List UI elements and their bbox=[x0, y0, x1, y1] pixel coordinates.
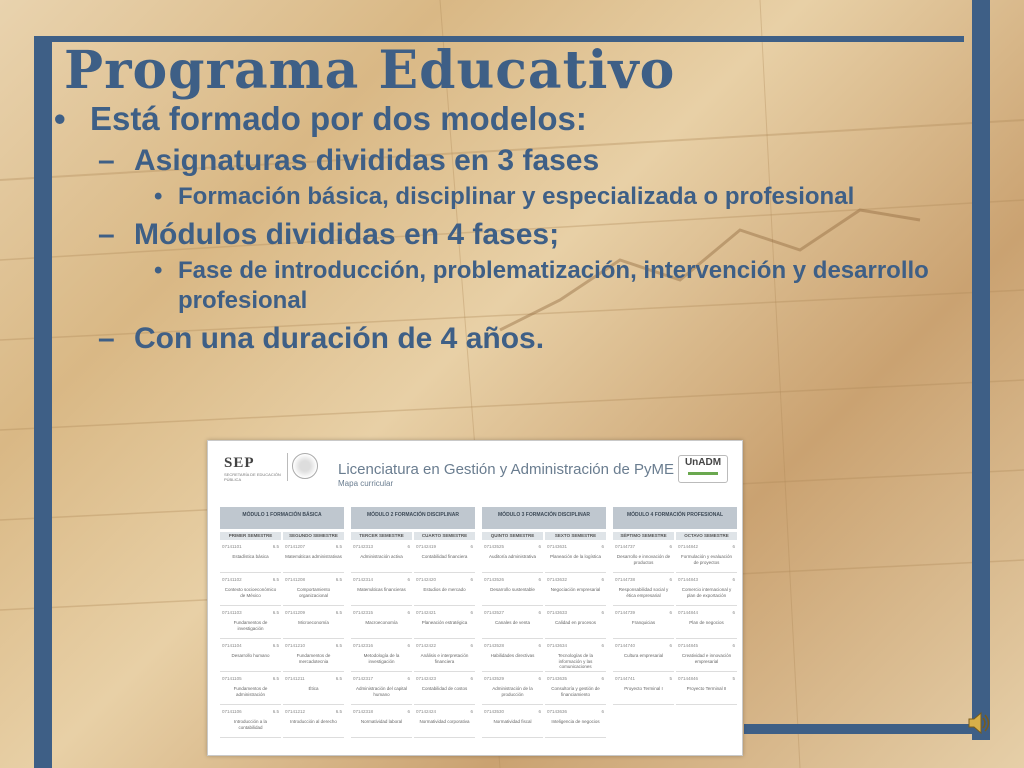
course-credits: 6.5 bbox=[272, 610, 279, 615]
course-cell bbox=[351, 540, 412, 573]
course-cell bbox=[545, 639, 606, 672]
course-code: 07143529 bbox=[484, 676, 505, 681]
course-cell bbox=[220, 540, 281, 573]
course-name: Habilidades directivas bbox=[490, 653, 535, 658]
course-cell bbox=[676, 540, 737, 573]
course-cell bbox=[220, 606, 281, 639]
course-cell bbox=[482, 672, 543, 705]
bullet-mark: • bbox=[54, 100, 66, 137]
course-credits: 6.5 bbox=[272, 676, 279, 681]
bullet-item bbox=[54, 182, 954, 212]
course-credits: 6 bbox=[732, 610, 735, 615]
course-name: Comportamiento organizacional bbox=[296, 587, 331, 598]
course-code: 07142313 bbox=[353, 544, 374, 549]
semester-column bbox=[351, 540, 412, 738]
bullet-item bbox=[54, 322, 954, 356]
course-code: 07141207 bbox=[285, 544, 306, 549]
course-rows bbox=[351, 540, 475, 738]
semester-header-row bbox=[351, 532, 475, 540]
course-credits: 6 bbox=[407, 577, 410, 582]
frame-right-bar bbox=[972, 0, 990, 740]
course-credits: 6 bbox=[669, 544, 672, 549]
course-credits: 6 bbox=[669, 577, 672, 582]
course-cell bbox=[351, 705, 412, 738]
course-cell bbox=[676, 606, 737, 639]
course-cell bbox=[414, 672, 475, 705]
course-code: 07144737 bbox=[615, 544, 636, 549]
course-cell bbox=[220, 573, 281, 606]
semester-column bbox=[220, 540, 281, 738]
course-credits: 6 bbox=[601, 709, 604, 714]
course-credits: 6 bbox=[538, 610, 541, 615]
course-cell bbox=[545, 672, 606, 705]
course-credits: 6 bbox=[407, 643, 410, 648]
course-cell bbox=[414, 606, 475, 639]
course-code: 07141212 bbox=[285, 709, 306, 714]
course-code: 07142315 bbox=[353, 610, 374, 615]
course-name: Macroeconomía bbox=[365, 620, 398, 625]
course-credits: 6 bbox=[732, 577, 735, 582]
course-code: 07144739 bbox=[615, 610, 636, 615]
semester-header: SEXTO SEMESTRE bbox=[545, 532, 606, 540]
bullet-mark: • bbox=[154, 183, 163, 210]
course-credits: 6 bbox=[601, 577, 604, 582]
bullet-mark: • bbox=[154, 257, 163, 284]
course-cell bbox=[351, 573, 412, 606]
semester-header-row bbox=[482, 532, 606, 540]
bullet-item bbox=[54, 100, 954, 138]
course-cell bbox=[220, 672, 281, 705]
course-credits: 6 bbox=[732, 544, 735, 549]
course-credits: 6 bbox=[669, 610, 672, 615]
course-cell bbox=[283, 573, 344, 606]
course-credits: 6.5 bbox=[272, 577, 279, 582]
course-cell bbox=[482, 705, 543, 738]
module-column bbox=[613, 507, 737, 751]
unadm-logo-text: UnADM bbox=[684, 457, 722, 468]
course-code: 07142420 bbox=[416, 577, 437, 582]
course-code: 07141105 bbox=[222, 676, 242, 681]
semester-header: QUINTO SEMESTRE bbox=[482, 532, 543, 540]
course-name: Desarrollo sustentable bbox=[490, 587, 535, 592]
course-cell bbox=[613, 639, 674, 672]
course-name: Plan de negocios bbox=[689, 620, 724, 625]
course-credits: 6 bbox=[470, 643, 473, 648]
course-credits: 6.5 bbox=[335, 610, 342, 615]
bullet-text: Fase de introducción, problematización, intervención y desarrollo profesional bbox=[178, 257, 929, 314]
course-cell bbox=[613, 672, 674, 705]
course-credits: 6.5 bbox=[272, 643, 279, 648]
course-credits: 6 bbox=[538, 709, 541, 714]
course-name: Estadística básica bbox=[232, 554, 269, 559]
course-credits: 6.5 bbox=[335, 544, 342, 549]
course-name: Normatividad laboral bbox=[360, 719, 403, 724]
course-cell bbox=[283, 639, 344, 672]
bullet-text: Con una duración de 4 años. bbox=[134, 322, 545, 355]
course-code: 07143632 bbox=[547, 577, 568, 582]
course-credits: 6 bbox=[407, 709, 410, 714]
bullet-item bbox=[54, 256, 954, 316]
course-code: 07143636 bbox=[547, 709, 568, 714]
course-credits: 6 bbox=[538, 643, 541, 648]
course-credits: 6 bbox=[538, 544, 541, 549]
course-code: 07144842 bbox=[678, 544, 699, 549]
course-code: 07142423 bbox=[416, 676, 437, 681]
course-cell bbox=[613, 606, 674, 639]
course-name: Planeación estratégica bbox=[421, 620, 468, 625]
course-credits: 6 bbox=[601, 676, 604, 681]
course-rows bbox=[613, 540, 737, 705]
course-code: 07142317 bbox=[353, 676, 374, 681]
course-credits: 6.5 bbox=[272, 709, 279, 714]
module-header: MÓDULO 1 FORMACIÓN BÁSICA bbox=[220, 507, 344, 529]
course-cell bbox=[283, 540, 344, 573]
course-cell bbox=[482, 573, 543, 606]
course-credits: 6 bbox=[470, 544, 473, 549]
semester-header: PRIMER SEMESTRE bbox=[220, 532, 281, 540]
semester-header: CUARTO SEMESTRE bbox=[414, 532, 475, 540]
semester-header-row bbox=[220, 532, 344, 540]
semester-header: SEGUNDO SEMESTRE bbox=[283, 532, 344, 540]
course-code: 07141101 bbox=[222, 544, 242, 549]
course-code: 07144844 bbox=[678, 610, 699, 615]
course-credits: 6.5 bbox=[335, 643, 342, 648]
curriculum-map-image bbox=[207, 440, 743, 756]
course-cell bbox=[676, 672, 737, 705]
sep-logo bbox=[224, 455, 282, 483]
course-code: 07144740 bbox=[615, 643, 636, 648]
course-name: Formulación y evaluación de proyectos bbox=[680, 554, 733, 565]
course-name: Calidad en procesos bbox=[554, 620, 597, 625]
course-cell bbox=[482, 606, 543, 639]
course-code: 07143635 bbox=[547, 676, 568, 681]
course-name: Contabilidad de costos bbox=[421, 686, 468, 691]
course-cell bbox=[545, 705, 606, 738]
course-cell bbox=[545, 573, 606, 606]
course-code: 07143525 bbox=[484, 544, 505, 549]
course-name: Matemáticas administrativas bbox=[285, 554, 342, 559]
course-rows bbox=[482, 540, 606, 738]
course-credits: 6 bbox=[538, 577, 541, 582]
course-cell bbox=[676, 573, 737, 606]
course-code: 07143527 bbox=[484, 610, 505, 615]
course-credits: 6 bbox=[669, 643, 672, 648]
unadm-logo bbox=[678, 455, 728, 483]
course-cell bbox=[482, 639, 543, 672]
semester-column bbox=[414, 540, 475, 738]
course-code: 07141103 bbox=[222, 610, 242, 615]
semester-column bbox=[676, 540, 737, 705]
course-code: 07142316 bbox=[353, 643, 374, 648]
course-name: Negociación empresarial bbox=[550, 587, 601, 592]
course-name: Normatividad fiscal bbox=[493, 719, 532, 724]
course-cell bbox=[220, 705, 281, 738]
course-credits: 6 bbox=[470, 577, 473, 582]
course-cell bbox=[545, 540, 606, 573]
bullet-list bbox=[54, 100, 954, 356]
course-name: Franquicias bbox=[631, 620, 656, 625]
course-name: Responsabilidad social y ética empresarial bbox=[618, 587, 669, 598]
course-name: Contabilidad financiera bbox=[421, 554, 468, 559]
course-name: Microeconomía bbox=[298, 620, 329, 625]
course-credits: 5 bbox=[732, 676, 735, 681]
logo-divider bbox=[287, 453, 288, 481]
course-name: Estudios de mercado bbox=[423, 587, 466, 592]
course-code: 07141104 bbox=[222, 643, 242, 648]
course-code: 07142424 bbox=[416, 709, 437, 714]
course-name: Inteligencia de negocios bbox=[551, 719, 600, 724]
course-code: 07141106 bbox=[222, 709, 242, 714]
course-name: Administración de la producción bbox=[492, 686, 533, 697]
course-cell bbox=[351, 672, 412, 705]
speaker-icon[interactable] bbox=[966, 708, 990, 738]
course-name: Fundamentos de investigación bbox=[233, 620, 268, 631]
module-column bbox=[482, 507, 606, 751]
bullet-text: Asignaturas divididas en 3 fases bbox=[134, 144, 600, 177]
sep-logo-subtitle: SECRETARÍA DE EDUCACIÓN PÚBLICA bbox=[224, 472, 281, 482]
course-name: Metodología de la investigación bbox=[363, 653, 400, 664]
course-name: Ética bbox=[308, 686, 319, 691]
curriculum-subtitle: Mapa curricular bbox=[338, 479, 394, 488]
course-name: Proyecto Terminal II bbox=[686, 686, 727, 691]
course-code: 07141102 bbox=[222, 577, 242, 582]
course-cell bbox=[414, 573, 475, 606]
course-credits: 6.5 bbox=[272, 544, 279, 549]
course-credits: 6 bbox=[407, 544, 410, 549]
course-name: Auditoría administrativa bbox=[488, 554, 537, 559]
semester-column bbox=[283, 540, 344, 738]
course-credits: 6 bbox=[732, 643, 735, 648]
course-name: Cultura empresarial bbox=[623, 653, 664, 658]
semester-header: OCTAVO SEMESTRE bbox=[676, 532, 737, 540]
dash-mark: – bbox=[98, 322, 115, 355]
curriculum-header bbox=[208, 441, 742, 497]
frame-left-bar bbox=[34, 36, 52, 768]
curriculum-title: Licenciatura en Gestión y Administración de PyME bbox=[338, 461, 674, 478]
course-code: 07141209 bbox=[285, 610, 306, 615]
course-code: 07141211 bbox=[285, 676, 305, 681]
course-credits: 6 bbox=[601, 643, 604, 648]
semester-column bbox=[545, 540, 606, 738]
course-code: 07144741 bbox=[615, 676, 636, 681]
course-cell bbox=[351, 606, 412, 639]
module-column bbox=[220, 507, 344, 751]
semester-header-row bbox=[613, 532, 737, 540]
course-cell bbox=[414, 705, 475, 738]
course-name: Tecnologías de la información y las comunicaciones bbox=[557, 653, 594, 669]
slide-title: Programa Educativo bbox=[64, 40, 676, 101]
course-name: Matemáticas financieras bbox=[357, 587, 406, 592]
dash-mark: – bbox=[98, 144, 115, 177]
course-cell bbox=[414, 540, 475, 573]
course-cell bbox=[414, 639, 475, 672]
course-code: 07144738 bbox=[615, 577, 636, 582]
course-name: Comercio internacional y plan de exportación bbox=[681, 587, 732, 598]
semester-header: TERCER SEMESTRE bbox=[351, 532, 412, 540]
course-name: Canales de venta bbox=[494, 620, 531, 625]
dash-mark: – bbox=[98, 218, 115, 251]
course-code: 07144845 bbox=[678, 643, 699, 648]
course-credits: 6 bbox=[470, 676, 473, 681]
course-rows bbox=[220, 540, 344, 738]
course-name: Fundamentos de administración bbox=[233, 686, 268, 697]
course-cell bbox=[283, 606, 344, 639]
course-name: Introducción al derecho bbox=[290, 719, 337, 724]
bullet-text: Módulos divididas en 4 fases; bbox=[134, 218, 560, 251]
course-name: Normatividad corporativa bbox=[419, 719, 470, 724]
frame-bottom-bar bbox=[744, 724, 990, 734]
course-cell bbox=[351, 639, 412, 672]
course-code: 07141210 bbox=[285, 643, 306, 648]
course-code: 07144846 bbox=[678, 676, 699, 681]
course-code: 07142419 bbox=[416, 544, 437, 549]
course-name: Planeación de la logística bbox=[549, 554, 602, 559]
course-cell bbox=[545, 606, 606, 639]
course-name: Administración activa bbox=[360, 554, 403, 559]
modules-grid bbox=[220, 507, 736, 751]
bullet-text: Formación básica, disciplinar y especializada o profesional bbox=[178, 183, 855, 210]
course-code: 07144843 bbox=[678, 577, 699, 582]
course-code: 07142318 bbox=[353, 709, 374, 714]
course-name: Análisis e interpretación financiera bbox=[420, 653, 469, 664]
course-code: 07143634 bbox=[547, 643, 568, 648]
course-cell bbox=[613, 573, 674, 606]
course-credits: 6 bbox=[601, 544, 604, 549]
course-credits: 6 bbox=[470, 610, 473, 615]
course-code: 07143528 bbox=[484, 643, 505, 648]
course-credits: 6 bbox=[407, 610, 410, 615]
course-code: 07143526 bbox=[484, 577, 505, 582]
course-cell bbox=[283, 705, 344, 738]
module-column bbox=[351, 507, 475, 751]
course-credits: 6.5 bbox=[335, 577, 342, 582]
semester-header: SÉPTIMO SEMESTRE bbox=[613, 532, 674, 540]
course-code: 07142421 bbox=[416, 610, 437, 615]
course-cell bbox=[283, 672, 344, 705]
seal-icon bbox=[292, 453, 318, 479]
course-credits: 6 bbox=[470, 709, 473, 714]
course-name: Proyecto Terminal I bbox=[624, 686, 663, 691]
course-code: 07142314 bbox=[353, 577, 374, 582]
course-code: 07143530 bbox=[484, 709, 505, 714]
course-name: Contexto socioeconómico de México bbox=[224, 587, 277, 598]
course-name: Consultoría y gestión de financiamiento bbox=[551, 686, 600, 697]
module-header: MÓDULO 2 FORMACIÓN DISCIPLINAR bbox=[351, 507, 475, 529]
course-credits: 6 bbox=[538, 676, 541, 681]
course-name: Desarrollo e innovación de productos bbox=[616, 554, 671, 565]
course-code: 07143631 bbox=[547, 544, 568, 549]
semester-column bbox=[613, 540, 674, 705]
bullet-text: Está formado por dos modelos: bbox=[90, 100, 587, 137]
course-name: Fundamentos de mercadotecnia bbox=[296, 653, 331, 664]
course-name: Administración del capital humano bbox=[355, 686, 408, 697]
course-name: Introducción a la contabilidad bbox=[233, 719, 268, 730]
course-credits: 6 bbox=[601, 610, 604, 615]
course-credits: 5 bbox=[669, 676, 672, 681]
course-cell bbox=[613, 540, 674, 573]
course-cell bbox=[220, 639, 281, 672]
course-cell bbox=[676, 639, 737, 672]
course-code: 07143633 bbox=[547, 610, 568, 615]
bullet-item bbox=[54, 144, 954, 178]
module-header: MÓDULO 4 FORMACIÓN PROFESIONAL bbox=[613, 507, 737, 529]
module-header: MÓDULO 3 FORMACIÓN DISCIPLINAR bbox=[482, 507, 606, 529]
course-credits: 6.5 bbox=[335, 676, 342, 681]
course-code: 07141208 bbox=[285, 577, 306, 582]
bullet-item bbox=[54, 218, 954, 252]
semester-column bbox=[482, 540, 543, 738]
course-credits: 6.5 bbox=[335, 709, 342, 714]
unadm-logo-bar bbox=[688, 472, 718, 475]
sep-logo-text: SEP bbox=[224, 455, 255, 471]
course-cell bbox=[482, 540, 543, 573]
course-name: Desarrollo humano bbox=[231, 653, 270, 658]
course-name: Creatividad e innovación empresarial bbox=[681, 653, 732, 664]
course-code: 07142422 bbox=[416, 643, 437, 648]
course-credits: 6 bbox=[407, 676, 410, 681]
